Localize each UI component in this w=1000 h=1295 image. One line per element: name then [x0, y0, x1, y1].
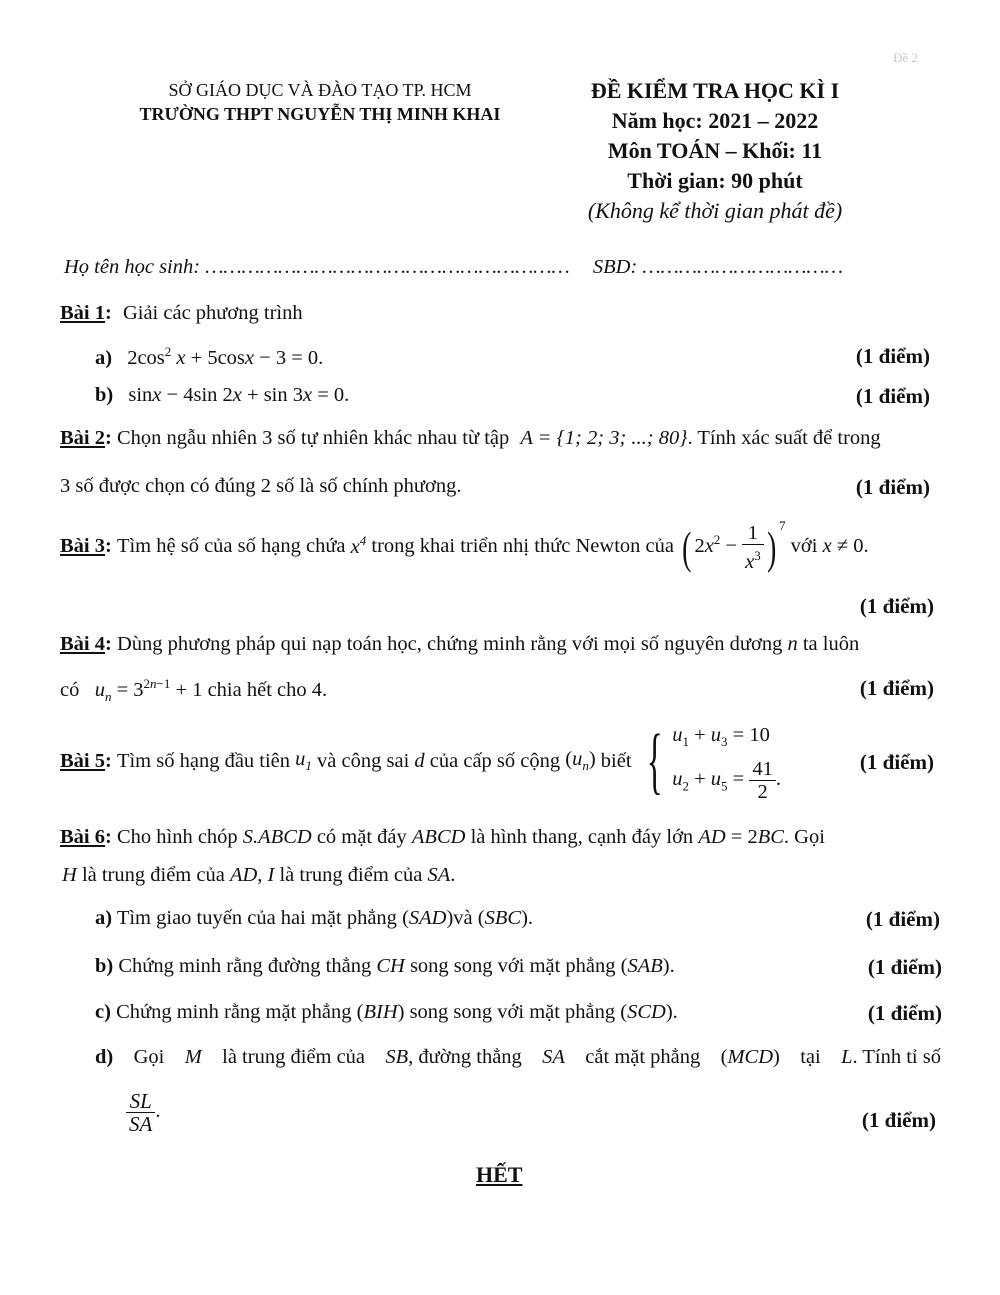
bai6-a-va: và [453, 907, 473, 929]
bai4-line1: Bài 4: Dùng phương pháp qui nạp toán học, chứng minh rằng với mọi số nguyên dương n ta luôn [60, 633, 860, 655]
bai6-d-text5: tại [800, 1046, 821, 1068]
bai1-a [95, 344, 323, 370]
bai6-b-text: Chứng minh rằng đường thẳng [118, 955, 372, 977]
bai6-d-ratio: $\frac{SL}{SA}$ . [126, 1090, 160, 1135]
bai5-text2: và công sai [317, 749, 410, 772]
bai4-text2: ta luôn [802, 633, 860, 655]
bai3-line: Bài 3 : Tìm hệ số của số hạng chứa $x^4$ trong khai triển nhị thức Newton của ( $2x^2$ − $\frac{1}{x^3}$ ) $^7$ với x ≠ 0. [60, 518, 869, 573]
bai6-d-text: Gọi [133, 1046, 165, 1068]
bai3-binomial: ( $2x^2$ − $\frac{1}{x^3}$ ) $^7$ [682, 518, 786, 573]
bai4-text1: Dùng phương pháp qui nạp toán học, chứng minh rằng với mọi số nguyên dương [116, 633, 783, 655]
school-name: TRƯỜNG THPT NGUYỄN THỊ MINH KHAI [139, 104, 501, 124]
student-info [64, 256, 843, 279]
exam-title: ĐỀ KIỂM TRA HỌC KÌ I [590, 78, 840, 103]
bai6-b: b) Chứng minh rằng đường thẳng CH song song với mặt phẳng (SAB). [95, 955, 675, 977]
bai6-c-text: Chứng minh rằng mặt phẳng [116, 1001, 352, 1023]
bai5-d: d [414, 749, 425, 772]
bai4-text4: chia hết cho 4. [207, 678, 328, 701]
bai6-line1: Bài 6: Cho hình chóp S.ABCD có mặt đáy ABCD là hình thang, cạnh đáy lớn AD = 2BC. Gọi [60, 826, 825, 848]
bai5-text4: biết [600, 749, 632, 772]
bai6-text1: Cho hình chóp [116, 826, 238, 848]
bai2-text3: 3 số được chọn có đúng 2 số là số chính phương. [60, 475, 462, 497]
time-note: (Không kể thời gian phát đề) [587, 198, 843, 223]
bai1-b [95, 384, 349, 407]
sbd-label: SBD: [592, 256, 638, 278]
bai1-a-label: a) [95, 346, 113, 369]
bai6-text2: có mặt đáy [316, 826, 407, 848]
bai6-c: c) Chứng minh rằng mặt phẳng (BIH) song song với mặt phẳng (SCD). [95, 1001, 678, 1023]
name-label: Họ tên học sinh: [64, 256, 201, 278]
bai5-text1: Tìm số hạng đầu tiên [116, 749, 291, 772]
bai1-text: Giải các phương trình [122, 302, 303, 324]
bai2-label: Bài 2 [60, 427, 105, 449]
bai6-text3: là hình thang, cạnh đáy lớn [470, 826, 694, 848]
bai1-a-equation: $2\cos^2$ x + 5cosx − 3 = 0. [127, 344, 324, 369]
bai1-b-equation: sinx − 4sin 2x + sin 3x = 0. [128, 384, 350, 406]
bai3-text1: Tìm hệ số của số hạng chứa [116, 534, 346, 557]
bai3-text3: với [790, 534, 818, 557]
bai5-u1: $u_1$ [295, 747, 312, 774]
bai4-points: (1 điểm) [859, 676, 934, 700]
bai2-line2 [60, 475, 461, 498]
bai5-label: Bài 5 [60, 749, 105, 772]
bai5-un: $(u_n)$ [565, 747, 596, 774]
bai5-system: $u_1 + u_3 = 10$ $u_2 + u_5$ = $\frac{41}{2}$ . [672, 723, 781, 804]
bai6-d: d) Gọi M là trung điểm của SB, đường thẳng SA cắt mặt phẳng (MCD) tại L. Tính tỉ số [95, 1046, 941, 1068]
bai6-a: a) Tìm giao tuyến của hai mặt phẳng (SAD)và (SBC). [95, 907, 534, 929]
bai6-a-points: (1 điểm) [865, 907, 940, 931]
bai6-b-text2: song song với mặt phẳng [409, 955, 616, 977]
bai2-line1: Bài 2: Chọn ngẫu nhiên 3 số tự nhiên khác nhau từ tập A = {1; 2; 3; ...; 80}. Tính xác suất để trong [60, 427, 881, 449]
bai6-text5: là trung điểm của [81, 864, 225, 886]
bai6-a-text: Tìm giao tuyến của hai mặt phẳng [116, 907, 397, 929]
bai6-text6: là trung điểm của [279, 864, 423, 886]
end-marker: HẾT [476, 1162, 523, 1187]
bai6-label: Bài 6 [60, 826, 105, 848]
page-marker: Đề 2 [893, 50, 918, 65]
bai6-b-points: (1 điểm) [867, 955, 942, 979]
exam-time: Thời gian: 90 phút [627, 168, 803, 193]
header-left [120, 78, 520, 126]
subject: Môn TOÁN – Khối: 11 [607, 138, 823, 163]
bai6-d-points: (1 điểm) [861, 1108, 936, 1132]
header-right [560, 76, 870, 226]
bai6-d-text3: , đường thẳng [408, 1046, 522, 1068]
bai2-text2: . Tính xác suất để trong [687, 427, 881, 449]
bai2-points: (1 điểm) [855, 475, 930, 499]
bai3-x4: $x^4$ [350, 533, 367, 558]
bai4-text3: có [60, 678, 80, 701]
bai3-label: Bài 3 [60, 534, 105, 557]
bai3-text2: trong khai triển nhị thức Newton của [371, 534, 674, 557]
bai1-b-label: b) [95, 384, 114, 406]
bai6-c-text2: song song với mặt phẳng [409, 1001, 616, 1023]
bai2-text1: Chọn ngẫu nhiên 3 số tự nhiên khác nhau từ tập [116, 427, 510, 449]
bai4-formula: $u_n = 3^{2n-1} + 1$ [94, 676, 203, 704]
bai6-line2: H là trung điểm của AD, I là trung điểm của SA. [62, 864, 456, 886]
bai3-points: (1 điểm) [859, 594, 934, 618]
bai6-text4: . Gọi [783, 826, 825, 848]
bai6-d-text6: . Tính tỉ số [852, 1046, 941, 1068]
bai4-label: Bài 4 [60, 633, 105, 655]
department-name: SỞ GIÁO DỤC VÀ ĐÀO TẠO TP. HCM [168, 80, 472, 100]
bai2-set: A = {1; 2; 3; ...; 80} [520, 427, 688, 449]
bai1-label: Bài 1 [60, 302, 105, 324]
bai5-points: (1 điểm) [859, 750, 934, 774]
school-year: Năm học: 2021 – 2022 [611, 108, 819, 133]
bai1-a-points: (1 điểm) [855, 344, 930, 368]
bai5-line: Bài 5 : Tìm số hạng đầu tiên $u_1$ và công sai d của cấp số cộng $(u_n)$ biết { $u_1 + u_3 = 10$ $u_2 + u_5$ = $\frac{41}{2}$ . [60, 720, 781, 804]
sbd-field: …………………………… [642, 256, 843, 278]
bai1-b-points: (1 điểm) [855, 384, 930, 408]
name-field: …………………………………………………… [205, 256, 570, 278]
bai5-text3: của cấp số cộng [429, 749, 561, 772]
bai1-heading: Bài 1: Giải các phương trình [60, 302, 303, 324]
bai6-d-text2: là trung điểm của [222, 1046, 366, 1068]
bai4-line2 [60, 676, 327, 705]
bai4-n: n [787, 633, 798, 655]
bai6-c-points: (1 điểm) [867, 1001, 942, 1025]
bai6-d-text4: cắt mặt phẳng [585, 1046, 701, 1068]
bai3-condition: x ≠ 0. [822, 534, 869, 557]
